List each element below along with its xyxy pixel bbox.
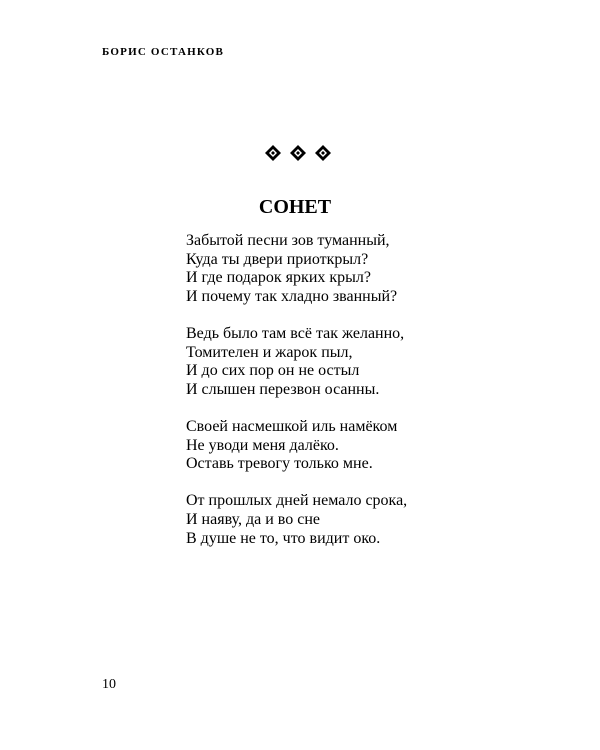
poem-line: От прошлых дней немало срока, <box>186 492 408 510</box>
poem-line: Не уводи меня далёко. <box>186 436 339 454</box>
poem-line: Забытой песни зов туманный, <box>186 232 390 249</box>
fleuron-icon <box>290 145 306 161</box>
fleuron-ornament-icon <box>264 144 332 162</box>
poem-body <box>186 232 407 567</box>
poem-line: Своей насмешкой иль намёком <box>186 417 398 435</box>
poem-line: И где подарок ярких крыл? <box>186 269 371 287</box>
stanza <box>186 232 407 306</box>
poem-line: И до сих пор он не остыл <box>186 362 360 380</box>
stanza <box>186 492 407 548</box>
stanza <box>186 325 407 399</box>
poem-line: И слышен перезвон осанны. <box>186 380 380 398</box>
poem-line: Оставь тревогу только мне. <box>186 455 373 473</box>
poem-line: Куда ты двери приоткрыл? <box>186 250 369 268</box>
fleuron-icon <box>315 145 331 161</box>
page-number: 10 <box>102 677 116 692</box>
running-head: БОРИС ОСТАНКОВ <box>102 46 225 58</box>
poem-line: В душе не то, что видит око. <box>186 529 381 547</box>
poem-line: И почему так хладно званный? <box>186 287 398 305</box>
poem-line: Ведь было там всё так желанно, <box>186 324 405 342</box>
poem-line: И наяву, да и во сне <box>186 510 320 528</box>
poem-title: СОНЕТ <box>258 196 332 218</box>
stanza <box>186 418 407 474</box>
fleuron-icon <box>265 145 281 161</box>
poem-line: Томителен и жарок пыл, <box>186 343 353 361</box>
